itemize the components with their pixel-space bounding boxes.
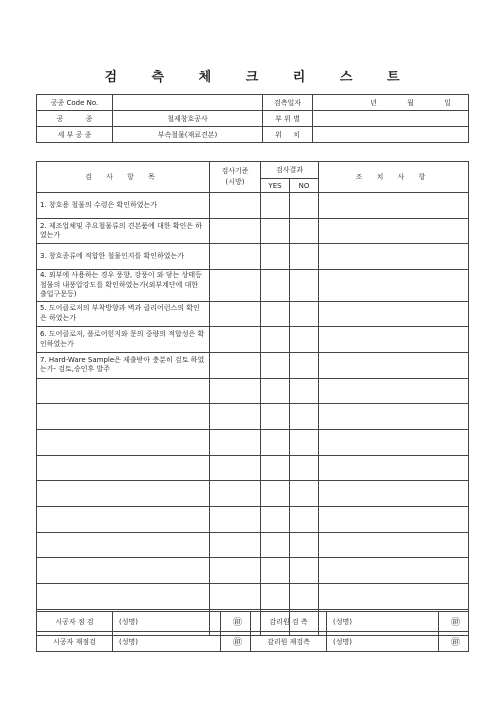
yes-cell[interactable] [261, 301, 290, 327]
action-cell[interactable] [319, 404, 469, 430]
no-cell[interactable] [290, 352, 319, 378]
table-row [37, 584, 469, 610]
standard-cell[interactable] [210, 301, 261, 327]
check-item [37, 404, 210, 430]
date-value[interactable] [313, 95, 469, 111]
action-cell[interactable] [319, 455, 469, 481]
table-row [37, 193, 469, 219]
check-item: 1. 창호용 철물의 수령은 확인하였는가 [37, 193, 210, 219]
yes-cell[interactable] [261, 481, 290, 507]
standard-cell[interactable] [210, 327, 261, 353]
action-cell[interactable] [319, 218, 469, 244]
no-cell[interactable] [290, 327, 319, 353]
contractor-recheck-name[interactable]: (성명) [113, 632, 221, 652]
standard-cell[interactable] [210, 193, 261, 219]
standard-cell[interactable] [210, 532, 261, 558]
contractor-recheck-label: 시공자 재점검 [37, 632, 113, 652]
table-row [37, 532, 469, 558]
action-cell[interactable] [319, 584, 469, 610]
check-item [37, 584, 210, 610]
work-value[interactable]: 철제창호공사 [113, 111, 263, 127]
check-table [36, 161, 469, 636]
loc-label: 위 치 [263, 127, 313, 143]
yes-header: YES [261, 179, 290, 193]
supervisor-check-label: 감리원 검 측 [251, 612, 327, 632]
table-row [37, 455, 469, 481]
standard-cell[interactable] [210, 270, 261, 302]
table-row [37, 244, 469, 270]
no-cell[interactable] [290, 481, 319, 507]
supervisor-recheck-name[interactable]: (성명) [327, 632, 439, 652]
no-cell[interactable] [290, 378, 319, 404]
work-label: 공 종 [37, 111, 113, 127]
yes-cell[interactable] [261, 327, 290, 353]
date-month: 월 [407, 98, 414, 107]
no-cell[interactable] [290, 558, 319, 584]
table-row [37, 378, 469, 404]
signature-table [36, 611, 469, 652]
no-cell[interactable] [290, 193, 319, 219]
info-table [36, 94, 469, 143]
items-header: 검 사 항 목 [37, 162, 210, 193]
check-item [37, 558, 210, 584]
check-item [37, 378, 210, 404]
table-row [37, 481, 469, 507]
yes-cell[interactable] [261, 270, 290, 302]
check-item [37, 507, 210, 533]
yes-cell[interactable] [261, 507, 290, 533]
part-value[interactable] [313, 111, 469, 127]
action-cell[interactable] [319, 507, 469, 533]
table-row [37, 327, 469, 353]
no-cell[interactable] [290, 430, 319, 456]
check-item: 6. 도어클로저, 플로어힌지와 문의 중량의 적합성은 확인하였는가 [37, 327, 210, 353]
seal-icon: ㊞ [439, 632, 469, 652]
no-cell[interactable] [290, 532, 319, 558]
action-cell[interactable] [319, 430, 469, 456]
table-row [37, 301, 469, 327]
standard-cell[interactable] [210, 218, 261, 244]
check-item: 3. 창호종류에 적합한 철물인지를 확인하였는가 [37, 244, 210, 270]
standard-cell[interactable] [210, 481, 261, 507]
table-row [37, 507, 469, 533]
action-cell[interactable] [319, 378, 469, 404]
table-row [37, 270, 469, 302]
page-title: 검 측 체 크 리 스 트 [104, 70, 415, 85]
supervisor-check-name[interactable]: (성명) [327, 612, 439, 632]
check-item: 4. 외부에 사용하는 경우 풍향, 강풍이 와 닿는 상태등 철물의 내풍압강도를 확인하였는가(외부계단에 대한 출입구문등) [37, 270, 210, 302]
check-item: 5. 도어클로저의 부착방향과 벽과 클리어런스의 확인은 하였는가 [37, 301, 210, 327]
part-label: 부 위 별 [263, 111, 313, 127]
standard-header: 검사기준 (시방) [210, 162, 261, 193]
action-cell[interactable] [319, 244, 469, 270]
date-year: 년 [370, 98, 377, 107]
action-cell[interactable] [319, 558, 469, 584]
check-item [37, 532, 210, 558]
standard-cell[interactable] [210, 430, 261, 456]
table-row [37, 352, 469, 378]
yes-cell[interactable] [261, 244, 290, 270]
action-header: 조 치 사 항 [319, 162, 469, 193]
action-cell[interactable] [319, 352, 469, 378]
action-cell[interactable] [319, 327, 469, 353]
standard-cell[interactable] [210, 378, 261, 404]
contractor-check-name[interactable]: (성명) [113, 612, 221, 632]
standard-cell[interactable] [210, 352, 261, 378]
seal-icon: ㊞ [221, 632, 251, 652]
no-cell[interactable] [290, 218, 319, 244]
action-cell[interactable] [319, 481, 469, 507]
yes-cell[interactable] [261, 193, 290, 219]
standard-cell[interactable] [210, 244, 261, 270]
standard-cell[interactable] [210, 507, 261, 533]
loc-value[interactable] [313, 127, 469, 143]
yes-cell[interactable] [261, 218, 290, 244]
standard-cell[interactable] [210, 584, 261, 610]
check-item [37, 481, 210, 507]
check-item [37, 430, 210, 456]
action-cell[interactable] [319, 301, 469, 327]
table-row [37, 218, 469, 244]
yes-cell[interactable] [261, 430, 290, 456]
no-cell[interactable] [290, 455, 319, 481]
contractor-check-label: 시공자 점 검 [37, 612, 113, 632]
no-cell[interactable] [290, 301, 319, 327]
yes-cell[interactable] [261, 404, 290, 430]
yes-cell[interactable] [261, 455, 290, 481]
yes-cell[interactable] [261, 352, 290, 378]
standard-cell[interactable] [210, 404, 261, 430]
sub-label: 세 부 공 종 [37, 127, 113, 143]
yes-cell[interactable] [261, 532, 290, 558]
no-cell[interactable] [290, 584, 319, 610]
table-row [37, 558, 469, 584]
no-cell[interactable] [290, 244, 319, 270]
no-cell[interactable] [290, 507, 319, 533]
yes-cell[interactable] [261, 378, 290, 404]
no-header: NO [290, 179, 319, 193]
check-item: 2. 제조업체및 주요철물류의 견본품에 대한 확인은 하였는가 [37, 218, 210, 244]
standard-cell[interactable] [210, 558, 261, 584]
seal-icon: ㊞ [439, 612, 469, 632]
seal-icon: ㊞ [221, 612, 251, 632]
yes-cell[interactable] [261, 584, 290, 610]
table-row [37, 404, 469, 430]
check-item [37, 455, 210, 481]
action-cell[interactable] [319, 270, 469, 302]
date-label: 검측일자 [263, 95, 313, 111]
code-label: 공종 Code No. [37, 95, 113, 111]
supervisor-recheck-label: 감리원 재검측 [251, 632, 327, 652]
yes-cell[interactable] [261, 558, 290, 584]
result-header: 검사결과 [261, 162, 319, 179]
date-day: 일 [444, 98, 451, 107]
check-item: 7. Hard-Ware Sample은 제출받아 충분히 검토 하였는가- 검토,승인후 발주 [37, 352, 210, 378]
standard-cell[interactable] [210, 455, 261, 481]
action-cell[interactable] [319, 532, 469, 558]
action-cell[interactable] [319, 193, 469, 219]
code-value[interactable] [113, 95, 263, 111]
table-row [37, 430, 469, 456]
no-cell[interactable] [290, 270, 319, 302]
no-cell[interactable] [290, 404, 319, 430]
sub-value[interactable]: 부속철물(재료견본) [113, 127, 263, 143]
